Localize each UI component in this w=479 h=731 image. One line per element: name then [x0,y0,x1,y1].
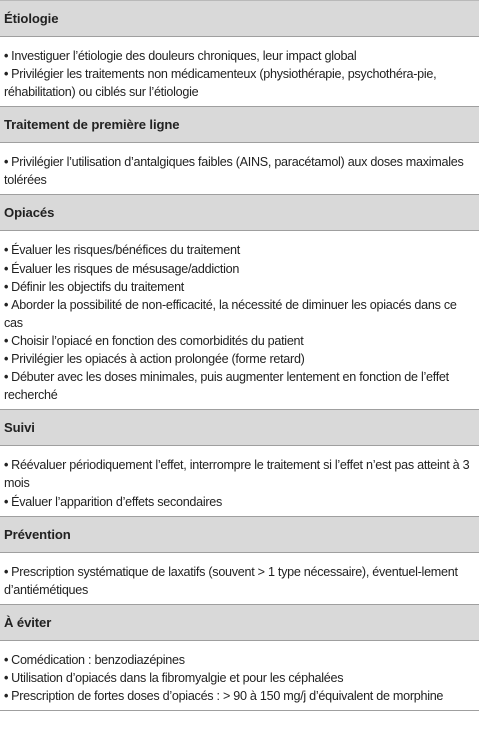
bullet-list [4,563,475,599]
section-title: Étiologie [0,1,479,37]
bullet-icon: • [4,352,9,367]
bullet-icon: • [4,652,9,667]
bullet-icon: • [4,458,9,473]
list-item-text: Évaluer les risques/bénéfices du traitement [11,243,240,258]
list-item [4,493,475,511]
list-item [4,65,475,101]
list-item [4,669,475,687]
bullet-icon: • [4,333,9,348]
list-item-text: Privilégier les traitements non médicamenteux (physiothérapie, psychothéra-pie, réhabilitation) ou ciblés sur l’étiologie [4,67,437,100]
bullet-icon: • [4,370,9,385]
list-item-text: Privilégier les opiacés à action prolongée (forme retard) [11,352,305,367]
bullet-icon: • [4,243,9,258]
section-suivi [0,410,479,516]
section-body [0,231,479,410]
bullet-icon: • [4,279,9,294]
bullet-list [4,456,475,510]
section-traitement-premiere-ligne [0,107,479,195]
list-item-text: Utilisation d’opiacés dans la fibromyalgie et pour les céphalées [11,670,344,685]
list-item-text: Comédication : benzodiazépines [11,652,185,667]
section-body [0,641,479,711]
bullet-icon: • [4,670,9,685]
list-item [4,350,475,368]
list-item [4,260,475,278]
section-title: Traitement de première ligne [0,107,479,143]
bullet-icon: • [4,155,9,170]
list-item [4,153,475,189]
section-opiaces [0,195,479,410]
list-item [4,368,475,404]
list-item-text: Évaluer les risques de mésusage/addiction [11,261,240,276]
list-item-text: Investiguer l’étiologie des douleurs chroniques, leur impact global [11,49,357,63]
section-etiologie [0,1,479,107]
bullet-icon: • [4,49,9,63]
bullet-list [4,651,475,705]
list-item-text: Réévaluer périodiquement l’effet, interrompre le traitement si l’effet n’est pas atteint à 3 mois [4,458,470,491]
section-title: Prévention [0,517,479,553]
section-prevention [0,517,479,605]
bullet-list [4,47,475,101]
list-item [4,651,475,669]
bullet-list [4,153,475,189]
list-item-text: Évaluer l’apparition d’effets secondaires [11,494,223,509]
list-item-text: Prescription de fortes doses d’opiacés : > 90 à 150 mg/j d’équivalent de morphine [11,688,444,703]
section-body [0,553,479,605]
list-item-text: Débuter avec les doses minimales, puis augmenter lentement en fonction de l’effet recherché [4,370,449,403]
list-item-text: Définir les objectifs du traitement [11,279,185,294]
bullet-icon: • [4,261,9,276]
list-item [4,47,475,65]
list-item-text: Aborder la possibilité de non-efficacité, la nécessité de diminuer les opiacés dans ce cas [4,297,457,330]
list-item [4,687,475,705]
list-item [4,278,475,296]
bullet-icon: • [4,564,9,579]
section-body [0,37,479,107]
list-item [4,332,475,350]
bullet-icon: • [4,494,9,509]
bullet-icon: • [4,688,9,703]
list-item [4,456,475,492]
list-item-text: Privilégier l’utilisation d’antalgiques faibles (AINS, paracétamol) aux doses maximales tolérées [4,155,464,188]
list-item-text: Choisir l’opiacé en fonction des comorbidités du patient [11,333,304,348]
section-title: Suivi [0,410,479,446]
list-item [4,563,475,599]
section-body [0,143,479,195]
section-title: Opiacés [0,195,479,231]
list-item-text: Prescription systématique de laxatifs (souvent > 1 type nécessaire), éventuel-lement d’antiémétiques [4,564,458,597]
section-body [0,446,479,516]
section-title: À éviter [0,605,479,641]
list-item [4,241,475,259]
bullet-list [4,241,475,404]
list-item [4,296,475,332]
bullet-icon: • [4,297,9,312]
section-a-eviter [0,605,479,711]
bullet-icon: • [4,67,9,82]
